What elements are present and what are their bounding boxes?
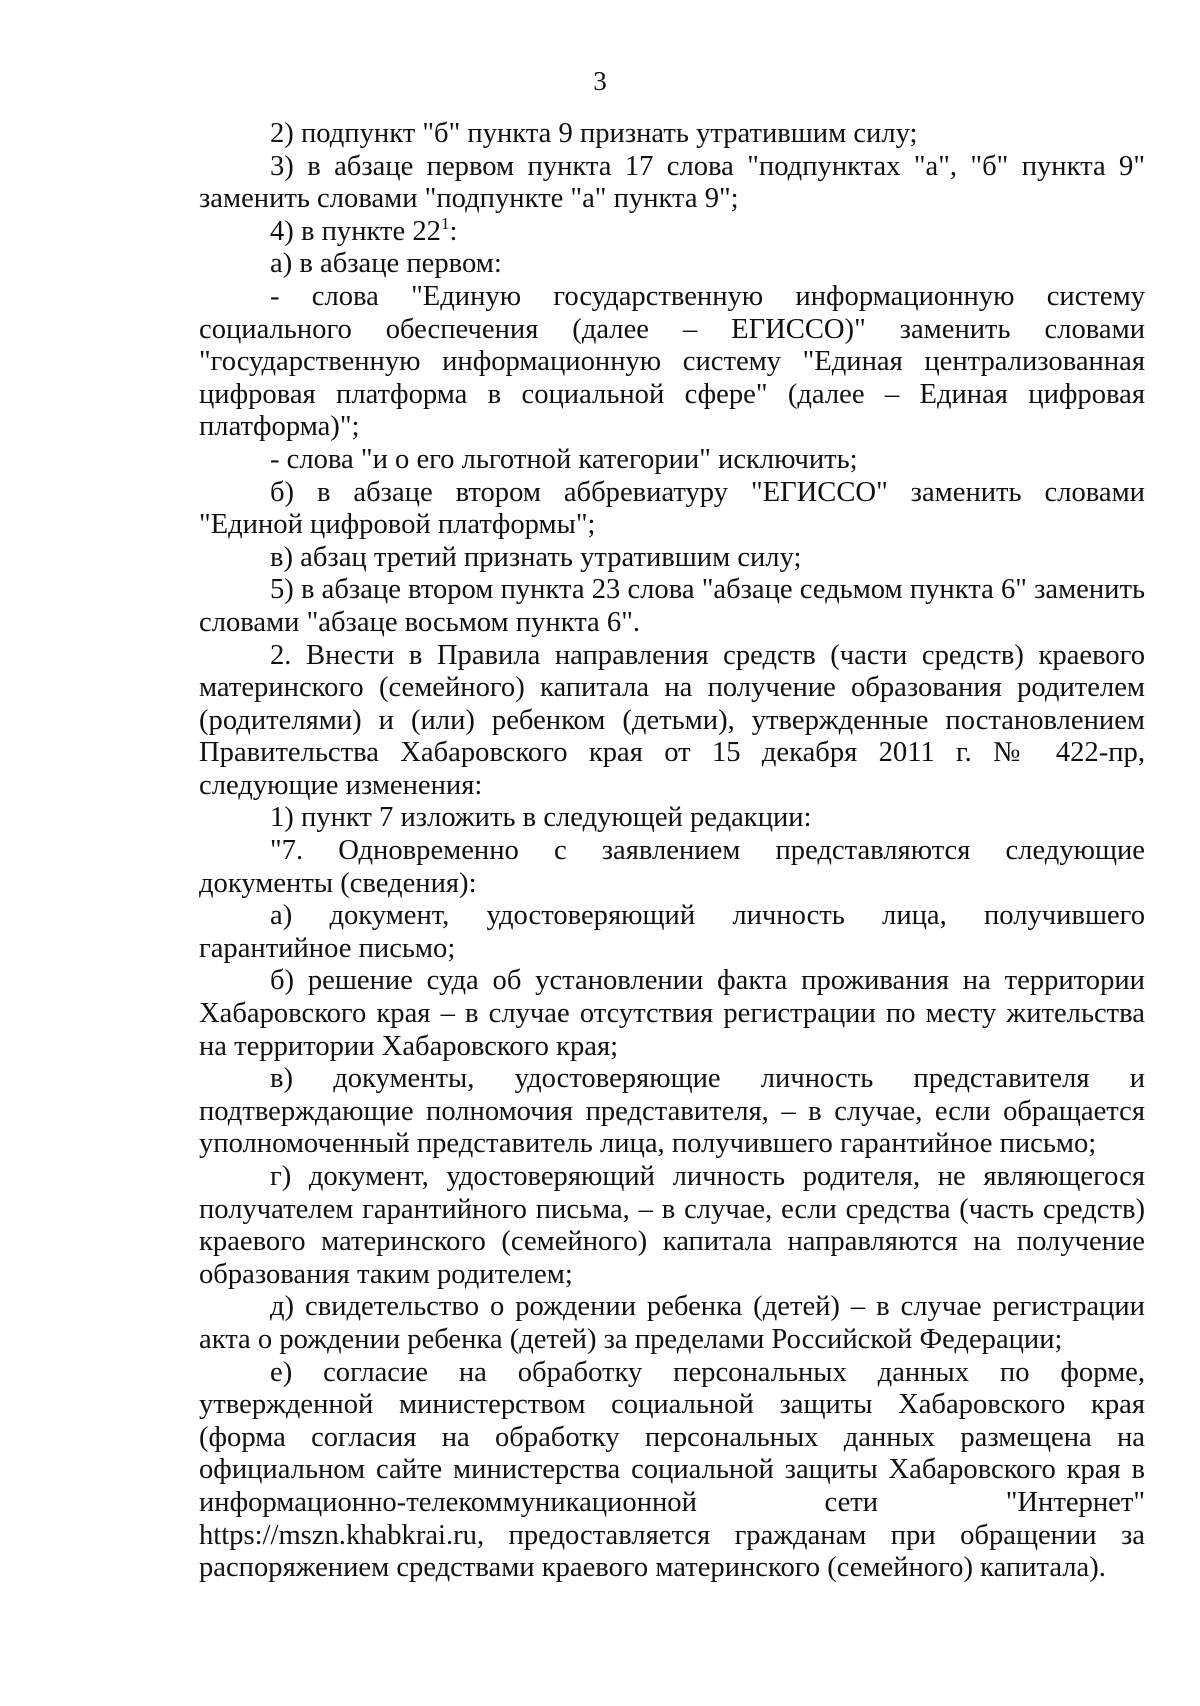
paragraph-item-5: 5) в абзаце втором пункта 23 слова "абзаце седьмом пункта 6" заменить словами "абзаце восьмом пункта 6".	[199, 574, 1145, 638]
paragraph-subitem-b: б) в абзаце втором аббревиатуру "ЕГИССО" заменить словами "Единой цифровой платформы";	[199, 476, 1145, 541]
paragraph-doc-a: а) документ, удостоверяющий личность лица, получившего гарантийное письмо;	[199, 900, 1145, 964]
paragraph-dash-1: - слова "Единую государственную информационную систему социального обеспечения (далее – ЕГИССО)" заменить словами "государственную информационную систему "Единая централизованная цифровая платформа в социальной сфере" (далее – Единая цифровая платформа)";	[199, 280, 1145, 443]
paragraph-section-2: 2. Внести в Правила направления средств (части средств) краевого материнского (семейного) капитала на получение образования родителем (родителями) и (или) ребенком (детьми), утвержденные постановлением Правительства Хабаровского края от 15 декабря 2011 г. № 422-пр, следующие изменения:	[199, 639, 1145, 801]
paragraph-dash-2: - слова "и о его льготной категории" исключить;	[270, 443, 858, 475]
paragraph-subitem-v: в) абзац третий признать утратившим силу;	[270, 541, 802, 573]
paragraph-subitem-a: а) в абзаце первом:	[270, 248, 502, 280]
paragraph-item-4-colon: :	[449, 215, 458, 247]
document-body	[199, 118, 1145, 1585]
paragraph-doc-g: г) документ, удостоверяющий личность родителя, не являющегося получателем гарантийного письма, – в случае, если средства (часть средств) краевого материнского (семейного) капитала направляются на получение образования таким родителем;	[199, 1161, 1145, 1290]
page-number: 3	[593, 66, 607, 96]
superscript-mark: 1	[440, 213, 450, 233]
paragraph-item-4	[199, 213, 1145, 249]
paragraph-doc-d: д) свидетельство о рождении ребенка (детей) – в случае регистрации акта о рождении ребенка (детей) за пределами Российской Федерации;	[199, 1291, 1145, 1355]
paragraph-doc-b: б) решение суда об установлении факта проживания на территории Хабаровского края – в случае отсутствия регистрации по месту жительства на территории Хабаровского края;	[199, 965, 1145, 1062]
paragraph-item-2: 2) подпункт "б" пункта 9 признать утратившим силу;	[270, 118, 918, 149]
paragraph-section-2-item-1: 1) пункт 7 изложить в следующей редакции:	[270, 802, 812, 834]
paragraph-item-3: 3) в абзаце первом пункта 17 слова "подпунктах "а", "б" пункта 9" заменить словами "подпункте "а" пункта 9";	[199, 150, 1145, 215]
paragraph-doc-e: е) согласие на обработку персональных данных по форме, утвержденной министерством социальной защиты Хабаровского края (форма согласия на обработку персональных данных размещена на официальном сайте министерства социальной защиты Хабаровского края в информационно-телекоммуникационной сети "Интернет" https://mszn.khabkrai.ru, предоставляется гражданам при обращении за распоряжением средствами краевого материнского (семейного) капитала).	[199, 1356, 1145, 1584]
paragraph-doc-v: в) документы, удостоверяющие личность представителя и подтверждающие полномочия представителя, – в случае, если обращается уполномоченный представитель лица, получившего гарантийное письмо;	[199, 1063, 1145, 1160]
paragraph-item-4-text: 4) в пункте 22	[270, 215, 441, 247]
paragraph-item-7-intro: "7. Одновременно с заявлением представляются следующие документы (сведения):	[199, 835, 1145, 899]
